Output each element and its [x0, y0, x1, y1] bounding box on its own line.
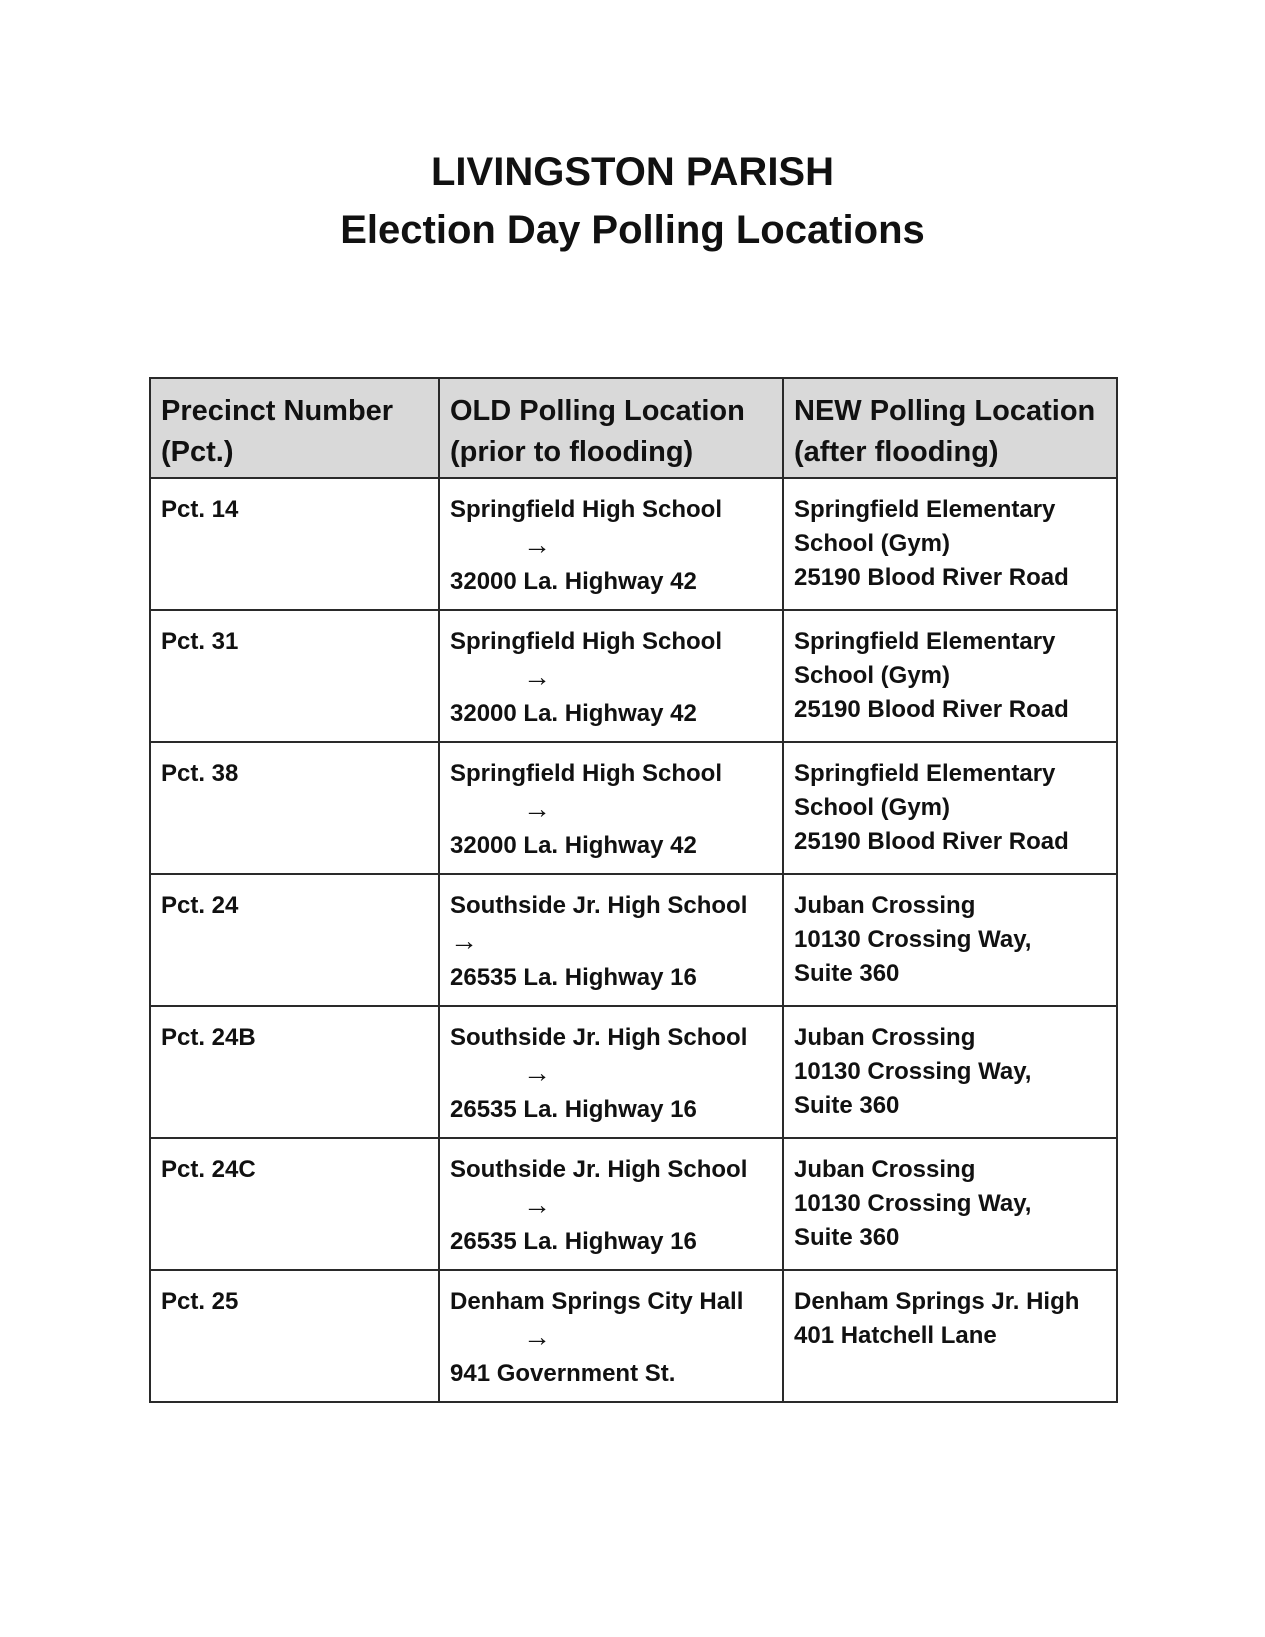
new-location-line: Juban Crossing [794, 892, 976, 919]
page-title: LIVINGSTON PARISH [430, 150, 834, 194]
new-location-line: Springfield Elementary [794, 760, 1056, 787]
header-old-line1: OLD Polling Location [450, 395, 745, 427]
old-location-address: 32000 La. Highway 42 [450, 568, 697, 595]
new-location-line: 25190 Blood River Road [794, 696, 1069, 723]
new-location-cell [783, 610, 1117, 742]
header-precinct [150, 378, 439, 478]
new-location-cell [783, 1270, 1117, 1402]
new-location-cell [783, 1006, 1117, 1138]
precinct-cell: Pct. 24 [150, 874, 439, 1006]
old-location-address: 32000 La. Highway 42 [450, 832, 697, 859]
old-location-name: Denham Springs City Hall [450, 1288, 744, 1315]
old-location-name: Springfield High School [450, 628, 722, 655]
old-location-name: Southside Jr. High School [450, 1156, 748, 1183]
table-row [150, 478, 1117, 610]
arrow-right-icon: → [523, 1189, 551, 1220]
new-location-line: Suite 360 [794, 1224, 900, 1251]
new-location-line: 10130 Crossing Way, [794, 926, 1032, 953]
arrow-right-icon: → [523, 793, 551, 824]
new-location-line: Denham Springs Jr. High [794, 1288, 1080, 1315]
new-location-line: Suite 360 [794, 1092, 900, 1119]
new-location-line: Juban Crossing [794, 1156, 976, 1183]
precinct-cell: Pct. 14 [150, 478, 439, 610]
old-location-address: 26535 La. Highway 16 [450, 1096, 697, 1123]
new-location-line: Suite 360 [794, 960, 900, 987]
new-location-cell [783, 478, 1117, 610]
arrow-right-icon: → [523, 661, 551, 692]
old-location-address: 26535 La. Highway 16 [450, 964, 697, 991]
old-location-name: Springfield High School [450, 496, 722, 523]
new-location-line: 10130 Crossing Way, [794, 1190, 1032, 1217]
old-location-cell [439, 1138, 783, 1270]
header-old-line2: (prior to flooding) [450, 436, 694, 468]
old-location-address: 941 Government St. [450, 1360, 676, 1387]
old-location-name: Southside Jr. High School [450, 892, 748, 919]
new-location-cell [783, 742, 1117, 874]
table-row [150, 742, 1117, 874]
new-location-line: Springfield Elementary [794, 628, 1056, 655]
new-location-cell [783, 874, 1117, 1006]
page-subtitle: Election Day Polling Locations [340, 208, 925, 252]
new-location-line: 25190 Blood River Road [794, 564, 1069, 591]
new-location-line: 25190 Blood River Road [794, 828, 1069, 855]
header-new-location [783, 378, 1117, 478]
old-location-name: Southside Jr. High School [450, 1024, 748, 1051]
old-location-cell [439, 610, 783, 742]
header-precinct-line2: (Pct.) [161, 436, 234, 468]
precinct-cell: Pct. 24C [150, 1138, 439, 1270]
precinct-cell: Pct. 38 [150, 742, 439, 874]
table-row [150, 874, 1117, 1006]
new-location-line: School (Gym) [794, 662, 951, 689]
old-location-cell [439, 1006, 783, 1138]
old-location-cell [439, 874, 783, 1006]
table-row [150, 1006, 1117, 1138]
new-location-line: 401 Hatchell Lane [794, 1322, 997, 1349]
arrow-right-icon: → [523, 1321, 551, 1352]
header-new-line1: NEW Polling Location [794, 395, 1096, 427]
new-location-line: School (Gym) [794, 530, 951, 557]
header-new-line2: (after flooding) [794, 436, 999, 468]
precinct-cell: Pct. 31 [150, 610, 439, 742]
old-location-cell [439, 1270, 783, 1402]
header-precinct-line1: Precinct Number [161, 395, 394, 427]
table-header-row [150, 378, 1117, 478]
arrow-right-icon: → [450, 925, 478, 956]
table-row [150, 1138, 1117, 1270]
precinct-cell: Pct. 24B [150, 1006, 439, 1138]
arrow-right-icon: → [523, 529, 551, 560]
new-location-line: Springfield Elementary [794, 496, 1056, 523]
arrow-right-icon: → [523, 1057, 551, 1088]
polling-locations-table [149, 377, 1118, 1403]
new-location-line: Juban Crossing [794, 1024, 976, 1051]
table-row [150, 610, 1117, 742]
old-location-name: Springfield High School [450, 760, 722, 787]
old-location-address: 26535 La. Highway 16 [450, 1228, 697, 1255]
table-row [150, 1270, 1117, 1402]
new-location-cell [783, 1138, 1117, 1270]
old-location-cell [439, 742, 783, 874]
precinct-cell: Pct. 25 [150, 1270, 439, 1402]
new-location-line: School (Gym) [794, 794, 951, 821]
old-location-address: 32000 La. Highway 42 [450, 700, 697, 727]
header-old-location [439, 378, 783, 478]
new-location-line: 10130 Crossing Way, [794, 1058, 1032, 1085]
old-location-cell [439, 478, 783, 610]
